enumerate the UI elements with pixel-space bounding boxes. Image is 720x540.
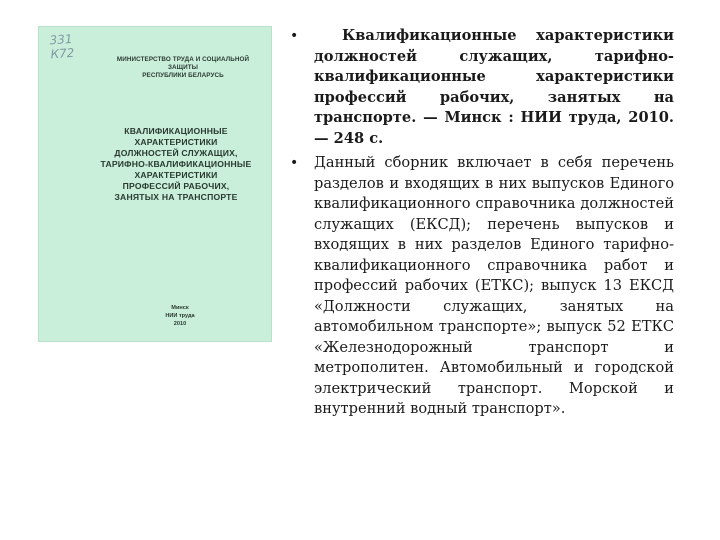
list-item [290,153,674,420]
bullet-icon: • [290,28,299,44]
cover-institute: НИИ труда [165,313,195,319]
list-item [290,26,674,149]
collection-description: Данный сборник включает в себя перечень разделов и входящих в них выпусков Единого квалификационного справочника должностей служащих (ЕКСД); перечень выпусков и входящих в них разделов Единого тарифно-квалификационного справочника работ и профессий рабочих (ЕТКС); выпуск 13 ЕКСД «Должности служащих, занятых на автомобильном транспорте»; выпуск 52 ЕТКС «Железнодорожный транспорт и метрополитен. Автомобильный и городской электрический транспорт. Морской и внутренний водный транспорт». [314,154,674,417]
book-cover-image [38,26,272,342]
handwritten-library-mark: 331 К72 [49,31,75,62]
cover-imprint [150,304,210,328]
cover-title: КВАЛИФИКАЦИОННЫЕ ХАРАКТЕРИСТИКИ ДОЛЖНОСТЕЙ СЛУЖАЩИХ, ТАРИФНО-КВАЛИФИКАЦИОННЫЕ ХАРАКТЕРИСТИКИ ПРОФЕССИЙ РАБОЧИХ, ЗАНЯТЫХ НА ТРАНСПОРТЕ [100,126,252,202]
bibliographic-reference: Квалификационные характеристики должностей служащих, тарифно-квалификационные характеристики профессий рабочих, занятых на транспорте. — Минск : НИИ труда, 2010. — 248 с. [314,27,674,147]
cover-city: Минск [171,305,189,311]
bullet-icon: • [290,155,299,171]
cover-year: 2010 [173,321,187,327]
description-text [290,26,674,424]
cover-publisher: МИНИСТЕРСТВО ТРУДА И СОЦИАЛЬНОЙ ЗАЩИТЫ РЕСПУБЛИКИ БЕЛАРУСЬ [116,56,250,79]
